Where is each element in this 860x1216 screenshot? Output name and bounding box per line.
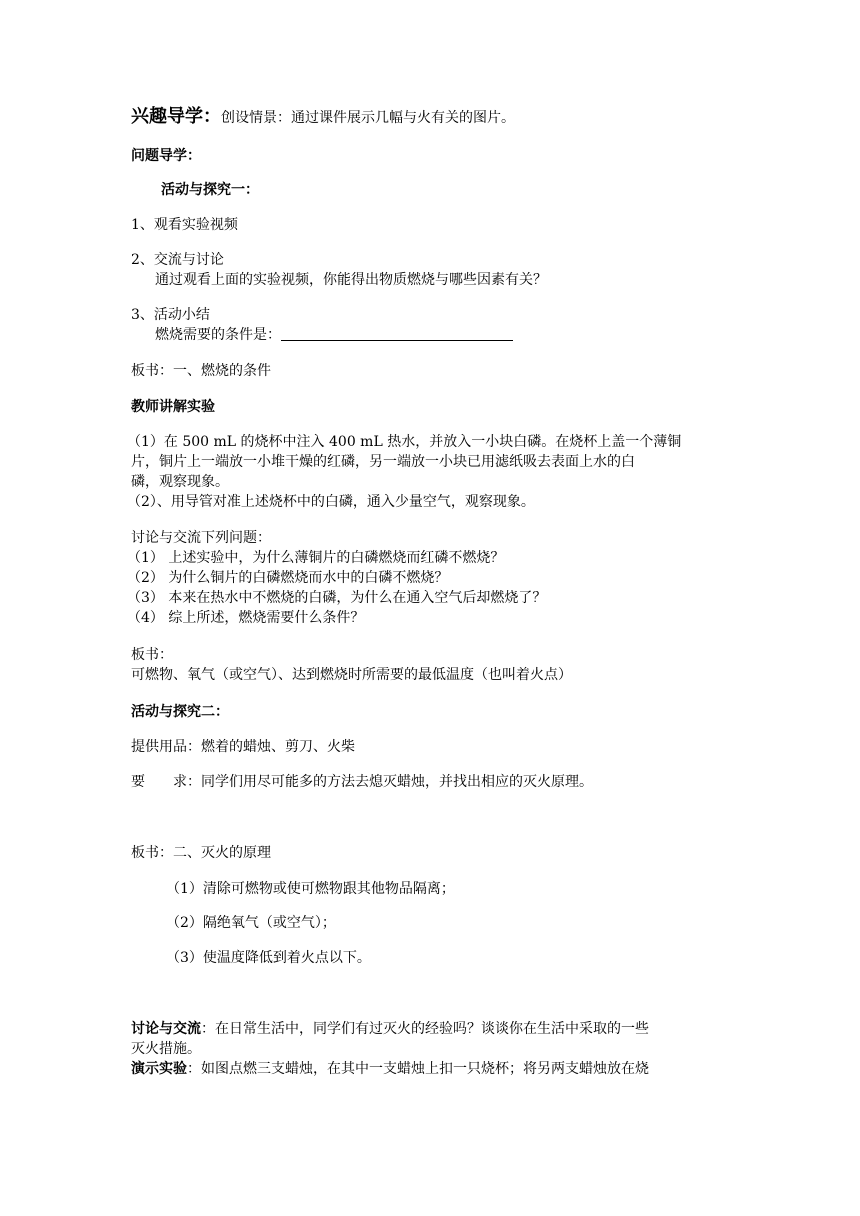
intro-line: [131, 107, 515, 128]
board-label: 板书：: [131, 647, 173, 663]
intro-title: 兴趣导学：: [131, 106, 221, 127]
supplies-line: 提供用品：燃着的蜡烛、剪刀、火柴: [131, 739, 355, 755]
discussion2-label: 讨论与交流: [131, 1021, 201, 1037]
principle-item: （1）清除可燃物或使可燃物跟其他物品隔离；: [166, 881, 455, 897]
activity1-step3: 3、活动小结: [131, 307, 210, 323]
activity1-step3-line: [155, 325, 513, 345]
question-item: （4） 综上所述，燃烧需要什么条件？: [127, 610, 365, 626]
question-item: （1） 上述实验中，为什么薄铜片的白磷燃烧而红磷不燃烧？: [127, 550, 505, 566]
demo-text: ：如图点燃三支蜡烛，在其中一支蜡烛上扣一只烧杯；将另两支蜡烛放在烧: [187, 1061, 649, 1077]
board-condition-text: 可燃物、氧气（或空气）、达到燃烧时所需要的最低温度（也叫着火点）: [131, 667, 572, 683]
question-item: （2） 为什么铜片的白磷燃烧而水中的白磷不燃烧？: [127, 570, 449, 586]
demo-line: [131, 1059, 649, 1079]
activity1-step2: 2、交流与讨论: [131, 252, 224, 268]
activity2-heading: 活动与探究二：: [131, 704, 229, 720]
answer-blank: [281, 326, 513, 341]
discussion2-text-cont: 灭火措施。: [131, 1041, 201, 1057]
requirement-line: [131, 772, 593, 792]
experiment-line: （2）、用导管对准上述烧杯中的白磷，通入少量空气，观察现象。: [127, 494, 535, 510]
requirement-label: 要 求：: [131, 774, 201, 790]
activity1-step1: 1、观看实验视频: [131, 217, 238, 233]
discussion2-text: ：在日常生活中，同学们有过灭火的经验吗？谈谈你在生活中采取的一些: [201, 1021, 649, 1037]
experiment-line: （1）在 500 mL 的烧杯中注入 400 mL 热水，并放入一小块白磷。在烧杯上盖一个薄铜: [127, 434, 682, 450]
discussion-heading: 讨论与交流下列问题：: [131, 530, 271, 546]
discussion2-line: [131, 1019, 649, 1039]
experiment-line: 片，铜片上一端放一小堆干燥的红磷，另一端放一小块已用滤纸吸去表面上水的白: [131, 454, 635, 470]
requirement-text: 同学们用尽可能多的方法去熄灭蜡烛，并找出相应的灭火原理。: [201, 774, 593, 790]
principle-item: （2）隔绝氧气（或空气）；: [166, 915, 336, 931]
question-heading: 问题导学：: [131, 148, 201, 164]
board-condition: 板书：一、燃烧的条件: [131, 363, 271, 379]
board-extinguish: 板书：二、灭火的原理: [131, 845, 271, 861]
intro-text: 创设情景：通过课件展示几幅与火有关的图片。: [221, 110, 515, 126]
experiment-line: 磷，观察现象。: [131, 474, 229, 490]
activity1-step3-text: 燃烧需要的条件是：: [155, 327, 281, 343]
demo-label: 演示实验: [131, 1061, 187, 1077]
question-item: （3） 本来在热水中不燃烧的白磷，为什么在通入空气后却燃烧了？: [127, 590, 547, 606]
activity1-step2-text: 通过观看上面的实验视频，你能得出物质燃烧与哪些因素有关？: [155, 272, 547, 288]
principle-item: （3）使温度降低到着火点以下。: [166, 950, 371, 966]
activity1-heading: 活动与探究一：: [161, 182, 259, 198]
teacher-heading: 教师讲解实验: [131, 399, 215, 415]
